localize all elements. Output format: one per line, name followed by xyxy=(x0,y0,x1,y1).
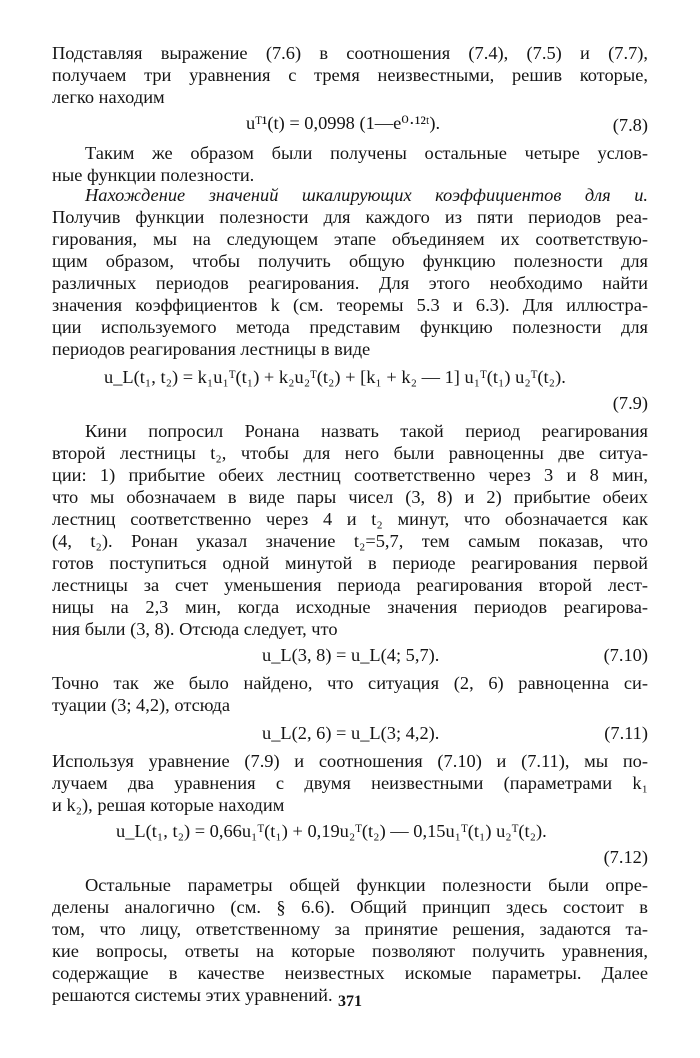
equation-number: (7.9) xyxy=(612,393,648,413)
text-line: Точно так же было найдено, что ситуация (2, 6) равноценна си- xyxy=(52,673,648,693)
text-line: ции: 1) прибытие обеих лестниц соответственно через 3 и 8 мин, xyxy=(52,465,648,485)
equation-7-8: uᵀ¹(t) = 0,0998 (1—e⁰·¹²ᵗ). xyxy=(246,113,441,133)
text-line: получаем три уравнения с тремя неизвестными, решив которые, xyxy=(52,65,648,85)
text-line: различных периодов реагирования. Для этого необходимо найти xyxy=(52,273,648,293)
equation-number: (7.8) xyxy=(612,115,648,135)
text-line: ницы на 2,3 мин, когда исходные значения периодов реагирова- xyxy=(52,597,648,617)
equation-7-12: u_L(t₁, t₂) = 0,66u₁ᵀ(t₁) + 0,19u₂ᵀ(t₂) — 0,15u₁ᵀ(t₁) u₂ᵀ(t₂). xyxy=(116,821,547,841)
text-line: легко находим xyxy=(52,87,165,107)
text-line: решаются системы этих уравнений. xyxy=(52,985,333,1005)
text-line: кие вопросы, ответы на которые позволяют получить уравнения, xyxy=(52,941,648,961)
text-line: гирования, мы на следующем этапе объединяем их соответствую- xyxy=(52,229,648,249)
text-line: ния были (3, 8). Отсюда следует, что xyxy=(52,619,338,639)
text-line: периодов реагирования лестницы в виде xyxy=(52,339,371,359)
section-heading: Нахождение значений шкалирующих коэффициентов для и. xyxy=(85,185,648,205)
text-line: что мы обозначаем в виде пары чисел (3, 8) и 2) прибытие обеих xyxy=(52,487,648,507)
equation-7-9: u_L(t₁, t₂) = k₁u₁ᵀ(t₁) + k₂u₂ᵀ(t₂) + [k₁ + k₂ — 1] u₁ᵀ(t₁) u₂ᵀ(t₂). xyxy=(104,367,566,387)
equation-number: (7.10) xyxy=(603,645,648,665)
text-line: Используя уравнение (7.9) и соотношения (7.10) и (7.11), мы по- xyxy=(52,751,648,771)
text-line: делены аналогично (см. § 6.6). Общий принцип здесь состоит в xyxy=(52,897,648,917)
text-line: Остальные параметры общей функции полезности были опре- xyxy=(85,875,648,895)
text-line: лестницы за счет уменьшения периода реагирования второй лест- xyxy=(52,575,648,595)
equation-7-11: u_L(2, 6) = u_L(3; 4,2). xyxy=(262,723,440,743)
text-line: второй лестницы t₂, чтобы для него были равноценны две ситуа- xyxy=(52,443,648,463)
text-line: значения коэффициентов k (см. теоремы 5.3 и 6.3). Для иллюстра- xyxy=(52,295,648,315)
text-line: и k₂), решая которые находим xyxy=(52,795,285,815)
text-line: (4, t₂). Ронан указал значение t₂=5,7, тем самым показав, что xyxy=(52,531,648,551)
equation-number: (7.11) xyxy=(604,723,648,743)
equation-7-10: u_L(3, 8) = u_L(4; 5,7). xyxy=(262,645,440,665)
text-line: содержащие в качестве неизвестных искомые параметры. Далее xyxy=(52,963,648,983)
text-line: ции используемого метода представим функцию полезности для xyxy=(52,317,648,337)
text-line: Получив функции полезности для каждого из пяти периодов реа- xyxy=(52,207,648,227)
text-line: Таким же образом были получены остальные четыре услов- xyxy=(85,143,648,163)
text-line: лучаем два уравнения с двумя неизвестными (параметрами k₁ xyxy=(52,773,648,793)
text-line: Подставляя выражение (7.6) в соотношения (7.4), (7.5) и (7.7), xyxy=(52,43,648,63)
text-line: Кини попросил Ронана назвать такой период реагирования xyxy=(85,421,648,441)
text-line: туации (3; 4,2), отсюда xyxy=(52,695,231,715)
text-line: щим образом, чтобы получить общую функцию полезности для xyxy=(52,251,648,271)
equation-number: (7.12) xyxy=(603,847,648,867)
page-number: 371 xyxy=(338,993,362,1010)
text-line: лестниц соответственно через 4 и t₂ минут, что обозначается как xyxy=(52,509,648,529)
text-line: готов поступиться одной минутой в периоде реагирования первой xyxy=(52,553,648,573)
text-line: том, что лицу, ответственному за принятие решения, задаются та- xyxy=(52,919,648,939)
text-line: ные функции полезности. xyxy=(52,165,255,185)
